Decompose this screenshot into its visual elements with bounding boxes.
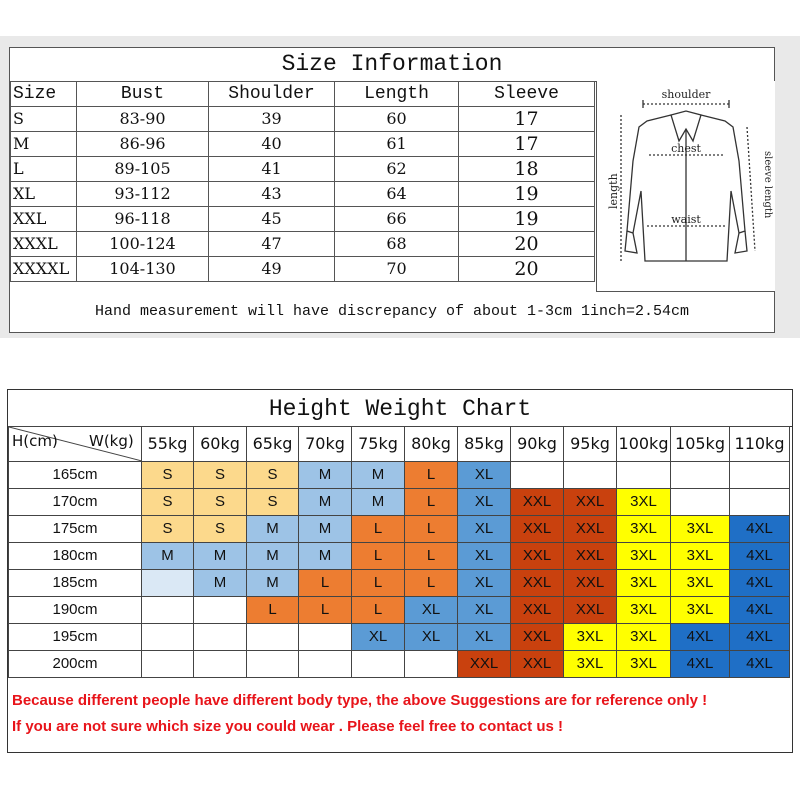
height-label-cell: 185cm [9, 570, 142, 597]
size-recommendation-cell: S [142, 489, 194, 516]
size-recommendation-cell: L [405, 543, 458, 570]
size-table-cell: 60 [335, 107, 459, 132]
size-recommendation-cell: 3XL [617, 543, 671, 570]
size-recommendation-cell: XXL [511, 597, 564, 624]
size-recommendation-cell: M [352, 462, 405, 489]
size-recommendation-cell: XXL [511, 543, 564, 570]
size-recommendation-cell: 3XL [671, 570, 730, 597]
size-recommendation-cell: XL [458, 543, 511, 570]
size-table-cell: 66 [335, 207, 459, 232]
height-row [9, 651, 790, 678]
height-weight-table [8, 426, 790, 678]
size-table-cell: 70 [335, 257, 459, 282]
size-recommendation-cell [247, 624, 299, 651]
size-table-cell: 45 [209, 207, 335, 232]
size-recommendation-cell: L [352, 516, 405, 543]
weight-header-cell: 80kg [405, 427, 458, 462]
diagram-label-length: length [607, 173, 620, 209]
height-label-cell: 190cm [9, 597, 142, 624]
size-recommendation-cell: 3XL [617, 624, 671, 651]
size-recommendation-cell: XXL [564, 597, 617, 624]
size-recommendation-cell: S [142, 462, 194, 489]
size-recommendation-cell: M [247, 570, 299, 597]
size-recommendation-cell: 4XL [730, 597, 790, 624]
size-recommendation-cell: S [194, 516, 247, 543]
size-table-header-cell: Bust [77, 82, 209, 107]
size-table-cell: 96-118 [77, 207, 209, 232]
height-axis-label: H(cm) [12, 432, 58, 450]
size-recommendation-cell: 3XL [564, 651, 617, 678]
size-recommendation-cell: M [299, 543, 352, 570]
height-row [9, 462, 790, 489]
height-row [9, 516, 790, 543]
size-table-cell: 19 [459, 207, 595, 232]
size-table-cell: 47 [209, 232, 335, 257]
size-recommendation-cell: XXL [511, 516, 564, 543]
size-recommendation-cell [142, 597, 194, 624]
size-recommendation-cell: XXL [511, 570, 564, 597]
size-recommendation-cell [299, 624, 352, 651]
size-recommendation-cell [142, 570, 194, 597]
height-row [9, 489, 790, 516]
size-recommendation-cell: M [299, 462, 352, 489]
size-recommendation-cell: XL [352, 624, 405, 651]
shirt-outline-icon [597, 81, 775, 291]
diagram-label-shoulder: shoulder [661, 88, 711, 101]
weight-header-cell: 70kg [299, 427, 352, 462]
height-label-cell: 175cm [9, 516, 142, 543]
size-recommendation-cell: XL [405, 597, 458, 624]
size-recommendation-cell: 4XL [730, 543, 790, 570]
size-recommendation-cell: L [405, 489, 458, 516]
size-recommendation-cell: L [352, 597, 405, 624]
size-recommendation-cell: XL [458, 462, 511, 489]
size-recommendation-cell: S [142, 516, 194, 543]
size-recommendation-cell: 3XL [671, 516, 730, 543]
size-recommendation-cell: 3XL [617, 570, 671, 597]
size-recommendation-cell: L [352, 543, 405, 570]
size-recommendation-cell: 3XL [564, 624, 617, 651]
size-table-cell: 93-112 [77, 182, 209, 207]
size-recommendation-cell: XL [458, 489, 511, 516]
size-recommendation-cell: 3XL [617, 597, 671, 624]
size-table-header-cell: Length [335, 82, 459, 107]
size-table-cell: 104-130 [77, 257, 209, 282]
size-recommendation-cell: L [405, 570, 458, 597]
size-recommendation-cell [247, 651, 299, 678]
weight-header-cell: 100kg [617, 427, 671, 462]
diagram-label-waist: waist [671, 213, 701, 226]
size-recommendation-cell: M [142, 543, 194, 570]
size-recommendation-cell [511, 462, 564, 489]
height-row [9, 543, 790, 570]
size-table-row [11, 257, 595, 282]
weight-header-cell: 110kg [730, 427, 790, 462]
size-table-cell: XXXXL [11, 257, 77, 282]
size-table-row [11, 182, 595, 207]
size-recommendation-cell: 3XL [617, 489, 671, 516]
weight-header-cell: 105kg [671, 427, 730, 462]
size-recommendation-cell: L [299, 570, 352, 597]
size-recommendation-cell: L [247, 597, 299, 624]
size-recommendation-cell [299, 651, 352, 678]
size-table-cell: 43 [209, 182, 335, 207]
size-recommendation-cell: XL [458, 624, 511, 651]
weight-header-cell: 85kg [458, 427, 511, 462]
size-recommendation-cell: XXL [458, 651, 511, 678]
size-table-cell: 49 [209, 257, 335, 282]
size-recommendation-cell: S [247, 489, 299, 516]
size-recommendation-cell: XL [458, 570, 511, 597]
weight-header-cell: 75kg [352, 427, 405, 462]
size-table-cell: 68 [335, 232, 459, 257]
size-table-cell: XXXL [11, 232, 77, 257]
size-table-header-row [11, 82, 595, 107]
size-recommendation-cell [142, 624, 194, 651]
size-table-cell: 20 [459, 257, 595, 282]
size-recommendation-cell: XL [458, 597, 511, 624]
size-recommendation-cell [194, 597, 247, 624]
size-recommendation-cell: XXL [511, 624, 564, 651]
size-recommendation-cell: L [405, 462, 458, 489]
size-table-cell: 20 [459, 232, 595, 257]
size-recommendation-cell: 4XL [671, 624, 730, 651]
size-recommendation-cell [617, 462, 671, 489]
height-label-cell: 195cm [9, 624, 142, 651]
size-recommendation-cell [564, 462, 617, 489]
size-information-title: Size Information [10, 48, 774, 82]
size-recommendation-cell [194, 651, 247, 678]
weight-header-cell: 65kg [247, 427, 299, 462]
size-recommendation-cell: XXL [511, 651, 564, 678]
size-recommendation-cell: M [247, 516, 299, 543]
size-table-cell: 19 [459, 182, 595, 207]
size-table-cell: L [11, 157, 77, 182]
size-recommendation-cell: S [194, 462, 247, 489]
size-recommendation-cell: S [194, 489, 247, 516]
note-line-1: Because different people have different body type, the above Suggestions are for reference only ! [12, 692, 708, 709]
size-table-cell: 18 [459, 157, 595, 182]
size-recommendation-cell: M [247, 543, 299, 570]
size-recommendation-cell [730, 462, 790, 489]
size-table-header-cell: Sleeve [459, 82, 595, 107]
measurement-note: Hand measurement will have discrepancy of about 1-3cm 1inch=2.54cm [94, 303, 690, 320]
weight-header-row [9, 427, 790, 462]
size-recommendation-cell: L [405, 516, 458, 543]
size-table-cell: XL [11, 182, 77, 207]
size-recommendation-cell: M [299, 516, 352, 543]
size-recommendation-cell: XXL [564, 570, 617, 597]
size-table-cell: 41 [209, 157, 335, 182]
size-recommendation-cell: M [194, 543, 247, 570]
size-recommendation-cell [405, 651, 458, 678]
weight-axis-label: W(kg) [89, 432, 134, 450]
size-recommendation-cell: M [194, 570, 247, 597]
height-label-cell: 170cm [9, 489, 142, 516]
chart-corner-cell [9, 427, 142, 462]
size-recommendation-cell: XXL [564, 489, 617, 516]
height-label-cell: 200cm [9, 651, 142, 678]
weight-header-cell: 55kg [142, 427, 194, 462]
weight-header-cell: 60kg [194, 427, 247, 462]
height-row [9, 597, 790, 624]
size-recommendation-cell: S [247, 462, 299, 489]
size-recommendation-cell: 4XL [730, 570, 790, 597]
size-information-table-box [9, 47, 775, 333]
size-recommendation-cell: XXL [511, 489, 564, 516]
size-table-row [11, 132, 595, 157]
chart-notes [8, 688, 792, 740]
size-table-cell: M [11, 132, 77, 157]
size-table-cell: 83-90 [77, 107, 209, 132]
weight-header-cell: 90kg [511, 427, 564, 462]
size-table-header-cell: Shoulder [209, 82, 335, 107]
size-recommendation-cell: 3XL [617, 516, 671, 543]
size-table-cell: 86-96 [77, 132, 209, 157]
size-recommendation-cell: XXL [564, 543, 617, 570]
size-recommendation-cell: 4XL [730, 624, 790, 651]
size-table-cell: 17 [459, 107, 595, 132]
size-recommendation-cell: L [299, 597, 352, 624]
size-table-cell: 39 [209, 107, 335, 132]
size-table-cell: XXL [11, 207, 77, 232]
size-recommendation-cell: 3XL [671, 597, 730, 624]
size-recommendation-cell [194, 624, 247, 651]
size-table-cell: 100-124 [77, 232, 209, 257]
size-recommendation-cell: XL [458, 516, 511, 543]
size-recommendation-cell: M [299, 489, 352, 516]
size-table-header-cell: Size [11, 82, 77, 107]
size-table-row [11, 157, 595, 182]
size-table-row [11, 107, 595, 132]
size-table-cell: 64 [335, 182, 459, 207]
size-recommendation-cell [142, 651, 194, 678]
size-table-cell: 61 [335, 132, 459, 157]
diagram-label-chest: chest [671, 142, 701, 155]
height-label-cell: 165cm [9, 462, 142, 489]
size-recommendation-cell: L [352, 570, 405, 597]
size-recommendation-cell [730, 489, 790, 516]
note-line-2: If you are not sure which size you could wear . Please feel free to contact us ! [12, 718, 563, 735]
size-recommendation-cell [352, 651, 405, 678]
size-recommendation-cell: 3XL [617, 651, 671, 678]
size-recommendation-cell: 4XL [671, 651, 730, 678]
size-table-row [11, 232, 595, 257]
size-table-cell: 40 [209, 132, 335, 157]
height-weight-chart-title: Height Weight Chart [8, 390, 792, 427]
size-recommendation-cell: 3XL [671, 543, 730, 570]
size-recommendation-cell: XXL [564, 516, 617, 543]
size-table-cell: 89-105 [77, 157, 209, 182]
height-weight-chart-box [7, 389, 793, 753]
weight-header-cell: 95kg [564, 427, 617, 462]
size-table-cell: 62 [335, 157, 459, 182]
size-information-table [10, 81, 595, 282]
diagram-label-sleeve: sleeve length [762, 151, 773, 219]
size-table-cell: S [11, 107, 77, 132]
size-recommendation-cell [671, 489, 730, 516]
size-recommendation-cell: 4XL [730, 651, 790, 678]
height-row [9, 624, 790, 651]
size-recommendation-cell: 4XL [730, 516, 790, 543]
size-recommendation-cell: M [352, 489, 405, 516]
size-recommendation-cell [671, 462, 730, 489]
size-table-cell: 17 [459, 132, 595, 157]
height-label-cell: 180cm [9, 543, 142, 570]
height-row [9, 570, 790, 597]
size-recommendation-cell: XL [405, 624, 458, 651]
size-table-row [11, 207, 595, 232]
shirt-diagram [596, 81, 775, 292]
